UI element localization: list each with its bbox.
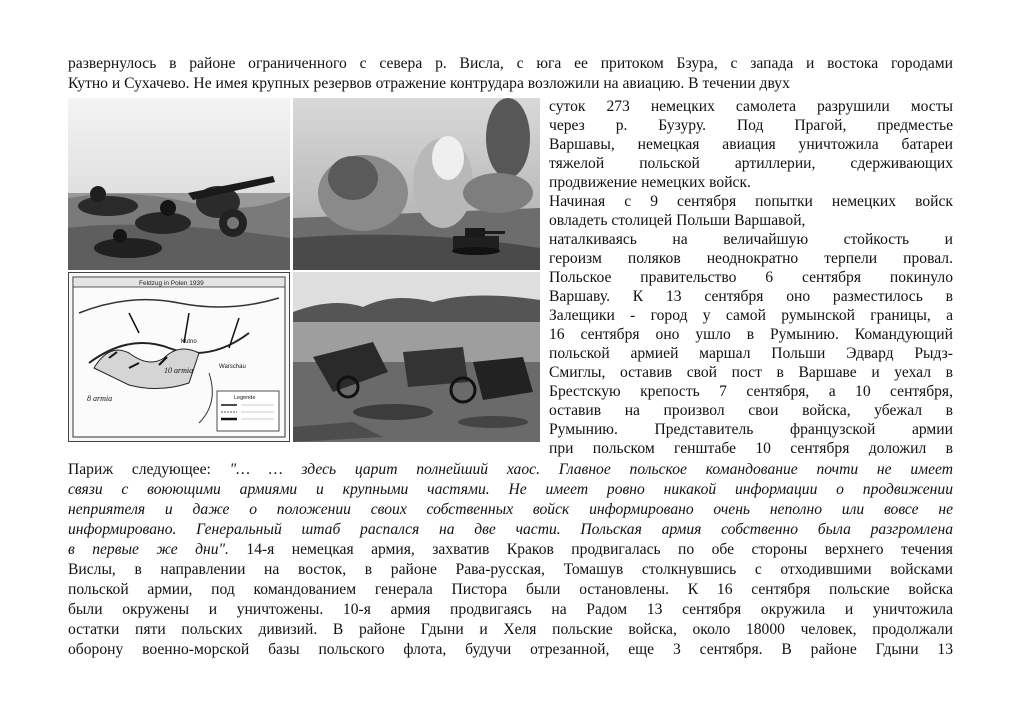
column-line: польской армией маршал Польши Эдвард Рыдз- — [549, 345, 953, 362]
body-line-6: Вислы, в направлении на восток, в районе Рава-русская, Томашув столкнувшись с отходившими войсками — [68, 561, 953, 578]
column-line: тяжелой польской артиллерии, сдерживающих — [549, 155, 953, 172]
column-line: оставив на произвол свои войска, убежал в — [549, 402, 953, 419]
column-line: наталкиваясь на величайшую стойкость и — [549, 231, 953, 248]
quote-line-4: информировано. Генеральный штаб распался на две части. Польская армия собственно была разгромлена — [68, 521, 953, 538]
map-label-10-armia: 10 armia — [164, 366, 194, 375]
column-line: Смиглы, оставив свой пост в Варшаве и уехал в — [549, 364, 953, 381]
column-line: при польском генштабе 10 сентября доложил в — [549, 440, 953, 457]
photo-explosions-tank — [293, 98, 540, 270]
body-line-1-plain: Париж следующее: — [68, 461, 230, 478]
column-line: героизм поляков неоднократно терпели провал. — [549, 250, 953, 267]
map-label-kutno: Kutno — [181, 339, 197, 345]
column-line: Брестскую крепость 7 сентября, а 10 сентября, — [549, 383, 953, 400]
photo-soldiers-artillery — [68, 98, 290, 270]
body-line-9: остатки пяти польских дивизий. В районе Гдыни и Хеля польские войска, около 18000 человек, продолжали — [68, 621, 953, 638]
quote-start: "… … здесь царит полнейший хаос. Главное польское командование почти не имеет — [229, 461, 953, 478]
intro-line-1: развернулось в районе ограниченного с севера р. Висла, с юга ее притоком Бзура, с запада и востока городами — [68, 55, 953, 72]
map-bzura-battle — [68, 272, 290, 442]
map-title: Feldzug in Polen 1939 — [139, 280, 204, 287]
quote-line-2: связи с воюющими армиями и крупными частями. Не имеет ровно никакой информации о продвижении — [68, 481, 953, 498]
column-line: Варшаву. К 13 сентября оно разместилось в — [549, 288, 953, 305]
map-label-8-armia: 8 armia — [87, 394, 113, 403]
column-line: Варшавы, немецкая авиация уничтожила батареи — [549, 136, 953, 153]
map-label-warschau: Warschau — [219, 364, 246, 370]
column-line: продвижение немецких войск. — [549, 174, 751, 191]
body-line-5 — [68, 540, 953, 559]
column-line: овладеть столицей Польши Варшавой, — [549, 212, 806, 229]
column-line: Начиная с 9 сентября попытки немецких войск — [549, 193, 953, 210]
column-line: Польское правительство 6 сентября покинуло — [549, 269, 953, 286]
column-line: 16 сентября оно ушло в Румынию. Командующий — [549, 326, 953, 343]
body-line-7: польской армии, под командованием генерала Пистора были остановлены. К 16 сентября польские войска — [68, 581, 953, 598]
photo-destroyed-column — [293, 272, 540, 442]
column-line: через р. Бузуру. Под Прагой, предместье — [549, 117, 953, 134]
quote-end: в первые же дни". — [68, 541, 229, 558]
body-line-8: были окружены и уничтожены. 10-я армия продвигаясь на Радом 13 сентября окружила и уничтожила — [68, 601, 953, 618]
intro-line-2: Кутно и Сухачево. Не имея крупных резервов отражение контрудара возложили на авиацию. В течении двух — [68, 75, 790, 92]
body-line-1 — [68, 460, 953, 479]
column-line: Залещики - город у самой румынской границы, а — [549, 307, 953, 324]
column-line: Румынию. Представитель французской армии — [549, 421, 953, 438]
map-legend-title: Legende — [234, 395, 256, 401]
body-line-5-plain: 14-я немецкая армия, захватив Краков продвигалась по обе стороны верхнего течения — [228, 541, 953, 558]
column-line: суток 273 немецких самолета разрушили мосты — [549, 98, 953, 115]
body-line-10: оборону военно-морской базы польского флота, будучи отрезанной, еще 3 сентября. В районе Гдыни 13 — [68, 641, 953, 658]
quote-line-3: неприятеля и даже о положении своих собственных войск информировано очень неполно или вовсе не — [68, 501, 953, 518]
